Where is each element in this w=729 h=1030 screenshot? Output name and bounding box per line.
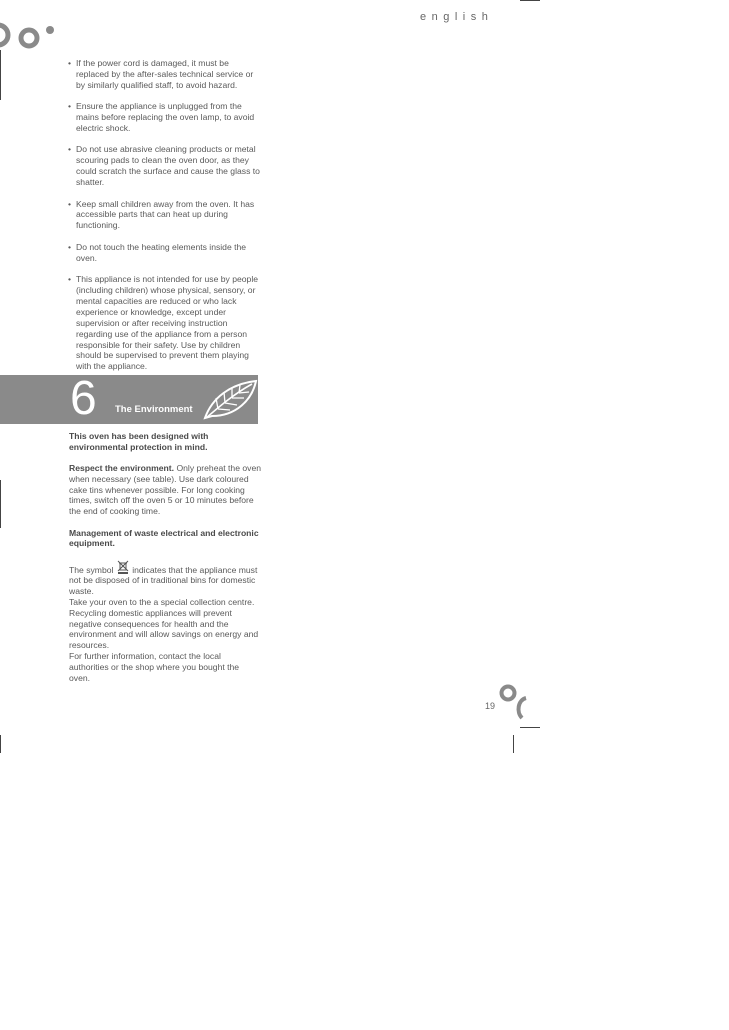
weee-paragraph-2: Take your oven to the a special collection centre. Recycling domestic appliances will prevent negative consequences for health and the environment and will allow savings on energy and resources. (69, 597, 259, 651)
respect-paragraph: Respect the environment. Only preheat the oven when necessary (see table). Use dark coloured cake tins whenever possible. For long cooking times, switch off the oven 5 or 10 minutes before the end of cooking time. (69, 463, 262, 517)
crop-mark (0, 480, 1, 528)
safety-bullet-list (68, 58, 263, 383)
weee-paragraph: The symbol indicates that the appliance must not be disposed of in traditional bins for domestic waste. (69, 560, 261, 597)
circles-logo-icon (0, 14, 60, 56)
list-item: • Do not touch the heating elements inside the oven. (68, 241, 247, 263)
leaf-icon (202, 378, 258, 420)
section-banner (0, 372, 258, 425)
section-number: 6 (70, 372, 97, 425)
page-number: 19 (485, 701, 496, 711)
section-title: The Environment (115, 404, 193, 415)
crop-mark (513, 735, 514, 753)
list-item: • Ensure the appliance is unplugged from the mains before replacing the oven lamp, to avoid electric shock. (68, 101, 255, 134)
environment-section-body (69, 431, 261, 683)
list-item: • This appliance is not intended for use by people (including children) whose physical, sensory, or mental capacities are reduced or who lack experience or knowledge, except under supervision or after receiving instruction regarding use of the appliance from a person responsible for their safety. Use by children should be supervised to prevent them playing with the appliance. (68, 274, 259, 372)
environment-intro: This oven has been designed with environmental protection in mind. (69, 431, 209, 452)
crop-mark (520, 727, 540, 728)
weee-paragraph-3: For further information, contact the local authorities or the shop where you bought the oven. (69, 651, 240, 683)
list-item: • If the power cord is damaged, it must be replaced by the after-sales technical service or by similarly qualified staff, to avoid hazard. (68, 58, 254, 90)
circles-logo-icon (498, 682, 528, 720)
list-item: • Do not use abrasive cleaning products or metal scouring pads to clean the oven door, as they could scratch the surface and cause the glass to shatter. (68, 144, 260, 188)
list-item: • Keep small children away from the oven. It has accessible parts that can heat up during functioning. (68, 198, 255, 231)
crop-mark (0, 735, 1, 753)
crop-mark (520, 0, 540, 1)
language-label: english (420, 11, 494, 23)
weee-heading: Management of waste electrical and electronic equipment. (69, 527, 259, 549)
crop-mark (0, 50, 1, 100)
crossed-out-bin-icon (116, 560, 130, 574)
